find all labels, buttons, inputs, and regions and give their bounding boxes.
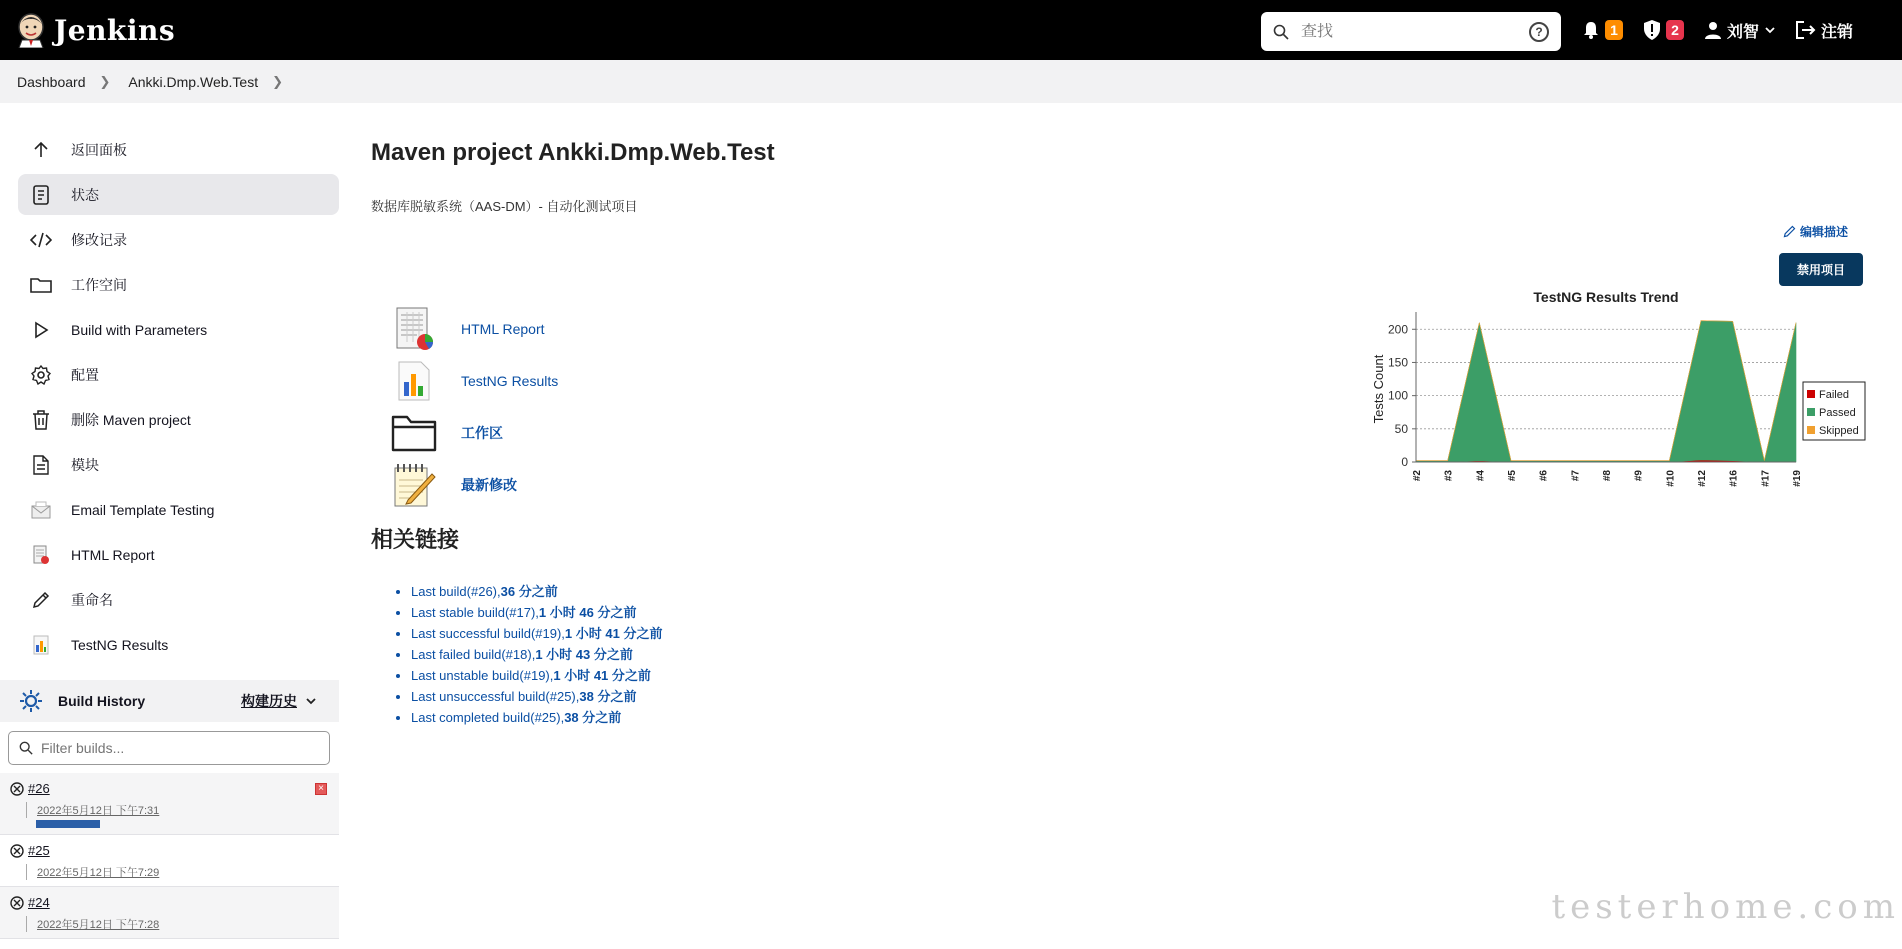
permalink-time: 1 小时 46 分之前	[538, 605, 637, 620]
sidebar-item-configure[interactable]	[18, 354, 339, 395]
permalinks-list	[395, 581, 662, 728]
chart-xtick-label: #9	[1633, 470, 1645, 482]
sidebar-item-label: 配置	[71, 366, 99, 383]
chart-area-passed	[1416, 321, 1796, 462]
chart-xtick-label: #4	[1475, 470, 1487, 482]
play-icon	[30, 319, 52, 341]
permalink-last-successful[interactable]	[411, 626, 662, 641]
sidebar-item-rename[interactable]	[18, 579, 339, 620]
breadcrumb-link-dashboard[interactable]: Dashboard	[17, 73, 86, 90]
breadcrumb-project	[128, 74, 301, 90]
permalink-last-failed[interactable]	[411, 647, 633, 662]
search-icon	[1273, 24, 1289, 40]
chart-ytick-label: 200	[1387, 322, 1408, 337]
email-icon	[30, 499, 52, 521]
build-list	[0, 773, 339, 939]
permalink-time: 1 小时 43 分之前	[535, 647, 633, 662]
build-number-link[interactable]: #26	[28, 781, 50, 796]
project-links	[389, 303, 558, 511]
chart-xtick-label: #16	[1728, 470, 1740, 487]
chart-ytick-label: 0	[1401, 455, 1408, 469]
chart-xtick-label: #8	[1602, 470, 1613, 482]
permalink-time: 1 小时 41 分之前	[553, 668, 651, 683]
notifications-button[interactable]	[1582, 20, 1623, 40]
notifications-badge: 1	[1605, 20, 1623, 40]
sidebar-item-html-report[interactable]	[18, 534, 339, 575]
testng-chart-icon	[389, 358, 439, 404]
testng-trend-chart[interactable]	[1371, 286, 1881, 526]
build-history-sun-icon	[20, 690, 42, 712]
build-row	[0, 773, 339, 835]
html-report-icon	[389, 306, 439, 352]
sidebar-item-label: 修改记录	[71, 231, 127, 248]
link-testng-results	[389, 355, 558, 407]
permalink-item	[411, 686, 662, 707]
chevron-right-icon[interactable]: ❯	[99, 73, 111, 89]
permalink-last-build[interactable]	[411, 584, 558, 599]
logout-label: 注销	[1821, 23, 1854, 41]
build-number-link[interactable]: #25	[28, 843, 50, 858]
chart-xtick-label: #7	[1570, 470, 1582, 482]
permalink-time: 38 分之前	[579, 689, 637, 704]
build-row	[0, 835, 339, 887]
user-icon	[1704, 21, 1722, 39]
sidebar-item-label: HTML Report	[71, 546, 155, 563]
permalink-item	[411, 665, 662, 686]
build-history-header	[0, 680, 339, 722]
chevron-down-icon	[1764, 24, 1776, 36]
shield-icon	[1643, 20, 1661, 40]
permalink-time: 38 分之前	[564, 710, 622, 725]
arrow-up-icon	[30, 139, 52, 161]
permalink-text: Last failed build(#18),	[411, 647, 536, 662]
build-aborted-icon	[10, 844, 24, 858]
filter-builds-box	[8, 731, 330, 765]
trash-icon	[30, 409, 52, 431]
link-recent-changes	[389, 459, 558, 511]
chart-legend-swatch	[1807, 408, 1815, 416]
edit-description-label: 编辑描述	[1800, 225, 1849, 239]
jenkins-butler-icon	[16, 12, 46, 48]
sidebar-item-delete-project[interactable]	[18, 399, 339, 440]
chart-xtick-label: #17	[1760, 470, 1772, 487]
chart-xtick-label: #3	[1443, 470, 1455, 482]
chart-xtick-label: #6	[1538, 470, 1550, 482]
build-history-title: Build History	[58, 693, 146, 709]
sidebar-item-testng-results[interactable]	[18, 624, 339, 665]
sidebar-item-build-with-parameters[interactable]	[18, 309, 339, 350]
trend-chart-svg	[1371, 286, 1881, 526]
build-progress-bar	[36, 820, 100, 828]
chart-legend-label: Passed	[1819, 407, 1856, 419]
sidebar-item-label: 删除 Maven project	[71, 411, 191, 428]
related-links-title: 相关链接	[371, 527, 460, 552]
pencil-icon	[1783, 225, 1796, 238]
chart-ytick-label: 50	[1394, 421, 1408, 436]
code-icon	[30, 229, 52, 251]
breadcrumb	[0, 60, 1902, 103]
chart-legend-swatch	[1807, 426, 1815, 434]
notepad-icon	[389, 462, 439, 508]
permalink-item	[411, 581, 662, 602]
gear-icon	[30, 364, 52, 386]
jenkins-logo[interactable]	[16, 12, 175, 48]
sidebar	[0, 103, 339, 931]
chart-xtick-label: #10	[1665, 470, 1677, 487]
link-workspace	[389, 407, 558, 459]
chart-legend-swatch	[1807, 390, 1815, 398]
logout-button[interactable]	[1796, 19, 1853, 42]
pencil-icon	[30, 589, 52, 611]
workspace-link[interactable]: 工作区	[461, 425, 503, 441]
edit-description-link[interactable]	[1783, 223, 1848, 240]
permalink-last-completed[interactable]	[411, 710, 621, 725]
chevron-down-icon	[305, 695, 317, 707]
chart-xtick-label: #12	[1697, 470, 1708, 487]
chart-title: TestNG Results Trend	[1533, 289, 1679, 305]
document-icon	[30, 184, 52, 206]
breadcrumb-link-project[interactable]: Ankki.Dmp.Web.Test	[128, 73, 259, 90]
permalink-item	[411, 602, 662, 623]
user-name: 刘智	[1727, 23, 1760, 41]
folder-icon	[30, 274, 52, 296]
watermark: testerhome.com	[1551, 887, 1900, 927]
build-date[interactable]: 2022年5月12日 下午7:28	[26, 916, 339, 932]
cancel-build-icon[interactable]: ×	[315, 783, 327, 795]
chevron-right-icon[interactable]: ❯	[272, 73, 283, 89]
sidebar-item-label: TestNG Results	[71, 636, 169, 653]
permalink-text: Last completed build(#25),	[411, 710, 565, 725]
link-html-report	[389, 303, 558, 355]
permalink-last-unstable[interactable]	[411, 668, 651, 683]
sidebar-item-modules[interactable]	[18, 444, 339, 485]
sidebar-item-label: 模块	[71, 456, 99, 473]
security-badge: 2	[1666, 20, 1684, 40]
build-history-trend-label: 构建历史	[241, 693, 297, 709]
recent-changes-link[interactable]: 最新修改	[461, 477, 517, 493]
permalink-text: Last unsuccessful build(#25),	[411, 689, 580, 704]
permalink-text: Last stable build(#17),	[411, 605, 539, 620]
permalink-time: 1 小时 41 分之前	[564, 626, 663, 641]
permalink-text: Last build(#26),	[411, 584, 501, 599]
sidebar-item-label: 返回面板	[71, 141, 127, 158]
project-description: 数据库脱敏系统（AAS-DM）- 自动化测试项目	[371, 199, 638, 214]
user-menu[interactable]	[1704, 19, 1776, 42]
chart-xtick-label: #19	[1792, 470, 1803, 487]
search-input[interactable]	[1301, 23, 1529, 41]
sidebar-item-label: 工作空间	[71, 276, 127, 293]
build-aborted-icon	[10, 896, 24, 910]
top-header	[0, 0, 1902, 60]
sidebar-item-label: Email Template Testing	[71, 501, 215, 518]
sidebar-item-workspace[interactable]	[18, 264, 339, 305]
chart-ytick-label: 150	[1387, 355, 1408, 370]
sidebar-item-label: Build with Parameters	[71, 321, 208, 338]
brand-title: Jenkins	[54, 13, 176, 47]
sidebar-item-changes[interactable]	[18, 219, 339, 260]
build-date[interactable]: 2022年5月12日 下午7:31	[26, 802, 339, 818]
permalink-item	[411, 644, 662, 665]
sidebar-item-email-template[interactable]	[18, 489, 339, 530]
report-icon	[30, 544, 52, 566]
build-history-trend-link[interactable]	[241, 691, 317, 711]
permalink-item	[411, 707, 662, 728]
permalink-item	[411, 623, 662, 644]
disable-project-button[interactable]: 禁用项目	[1779, 253, 1863, 286]
sidebar-item-label: 重命名	[71, 591, 113, 608]
chart-legend-label: Skipped	[1819, 425, 1859, 437]
testng-results-link[interactable]: TestNG Results	[461, 373, 559, 389]
html-report-link[interactable]: HTML Report	[461, 321, 545, 337]
page-title: Maven project Ankki.Dmp.Web.Test	[371, 139, 775, 166]
bar-chart-icon	[30, 634, 52, 656]
help-icon[interactable]: ?	[1529, 22, 1549, 42]
sidebar-nav	[0, 103, 339, 665]
build-date[interactable]: 2022年5月12日 下午7:29	[26, 864, 339, 880]
permalink-last-unsuccessful[interactable]	[411, 689, 636, 704]
build-aborted-icon	[10, 782, 24, 796]
build-row	[0, 887, 339, 939]
chart-legend-label: Failed	[1819, 389, 1849, 401]
chart-xtick-label: #5	[1507, 470, 1518, 482]
sidebar-item-label: 状态	[71, 186, 99, 203]
permalink-text: Last successful build(#19),	[411, 626, 565, 641]
header-actions	[1582, 0, 1853, 60]
logout-icon	[1796, 21, 1816, 39]
file-icon	[30, 454, 52, 476]
filter-builds-input[interactable]	[41, 740, 319, 756]
chart-xtick-label: #2	[1412, 470, 1423, 482]
folder-icon	[389, 410, 439, 456]
breadcrumb-dashboard	[17, 74, 128, 90]
permalink-time: 36 分之前	[500, 584, 558, 599]
search-box	[1261, 12, 1561, 51]
sidebar-item-back-to-dashboard[interactable]	[18, 129, 339, 170]
permalink-text: Last unstable build(#19),	[411, 668, 554, 683]
sidebar-item-status[interactable]	[18, 174, 339, 215]
build-number-link[interactable]: #24	[28, 895, 50, 910]
security-button[interactable]	[1643, 20, 1684, 40]
search-icon	[19, 741, 33, 755]
permalink-last-stable[interactable]	[411, 605, 636, 620]
bell-icon	[1582, 21, 1600, 39]
chart-ylabel: Tests Count	[1371, 354, 1386, 424]
chart-ytick-label: 100	[1387, 388, 1408, 403]
